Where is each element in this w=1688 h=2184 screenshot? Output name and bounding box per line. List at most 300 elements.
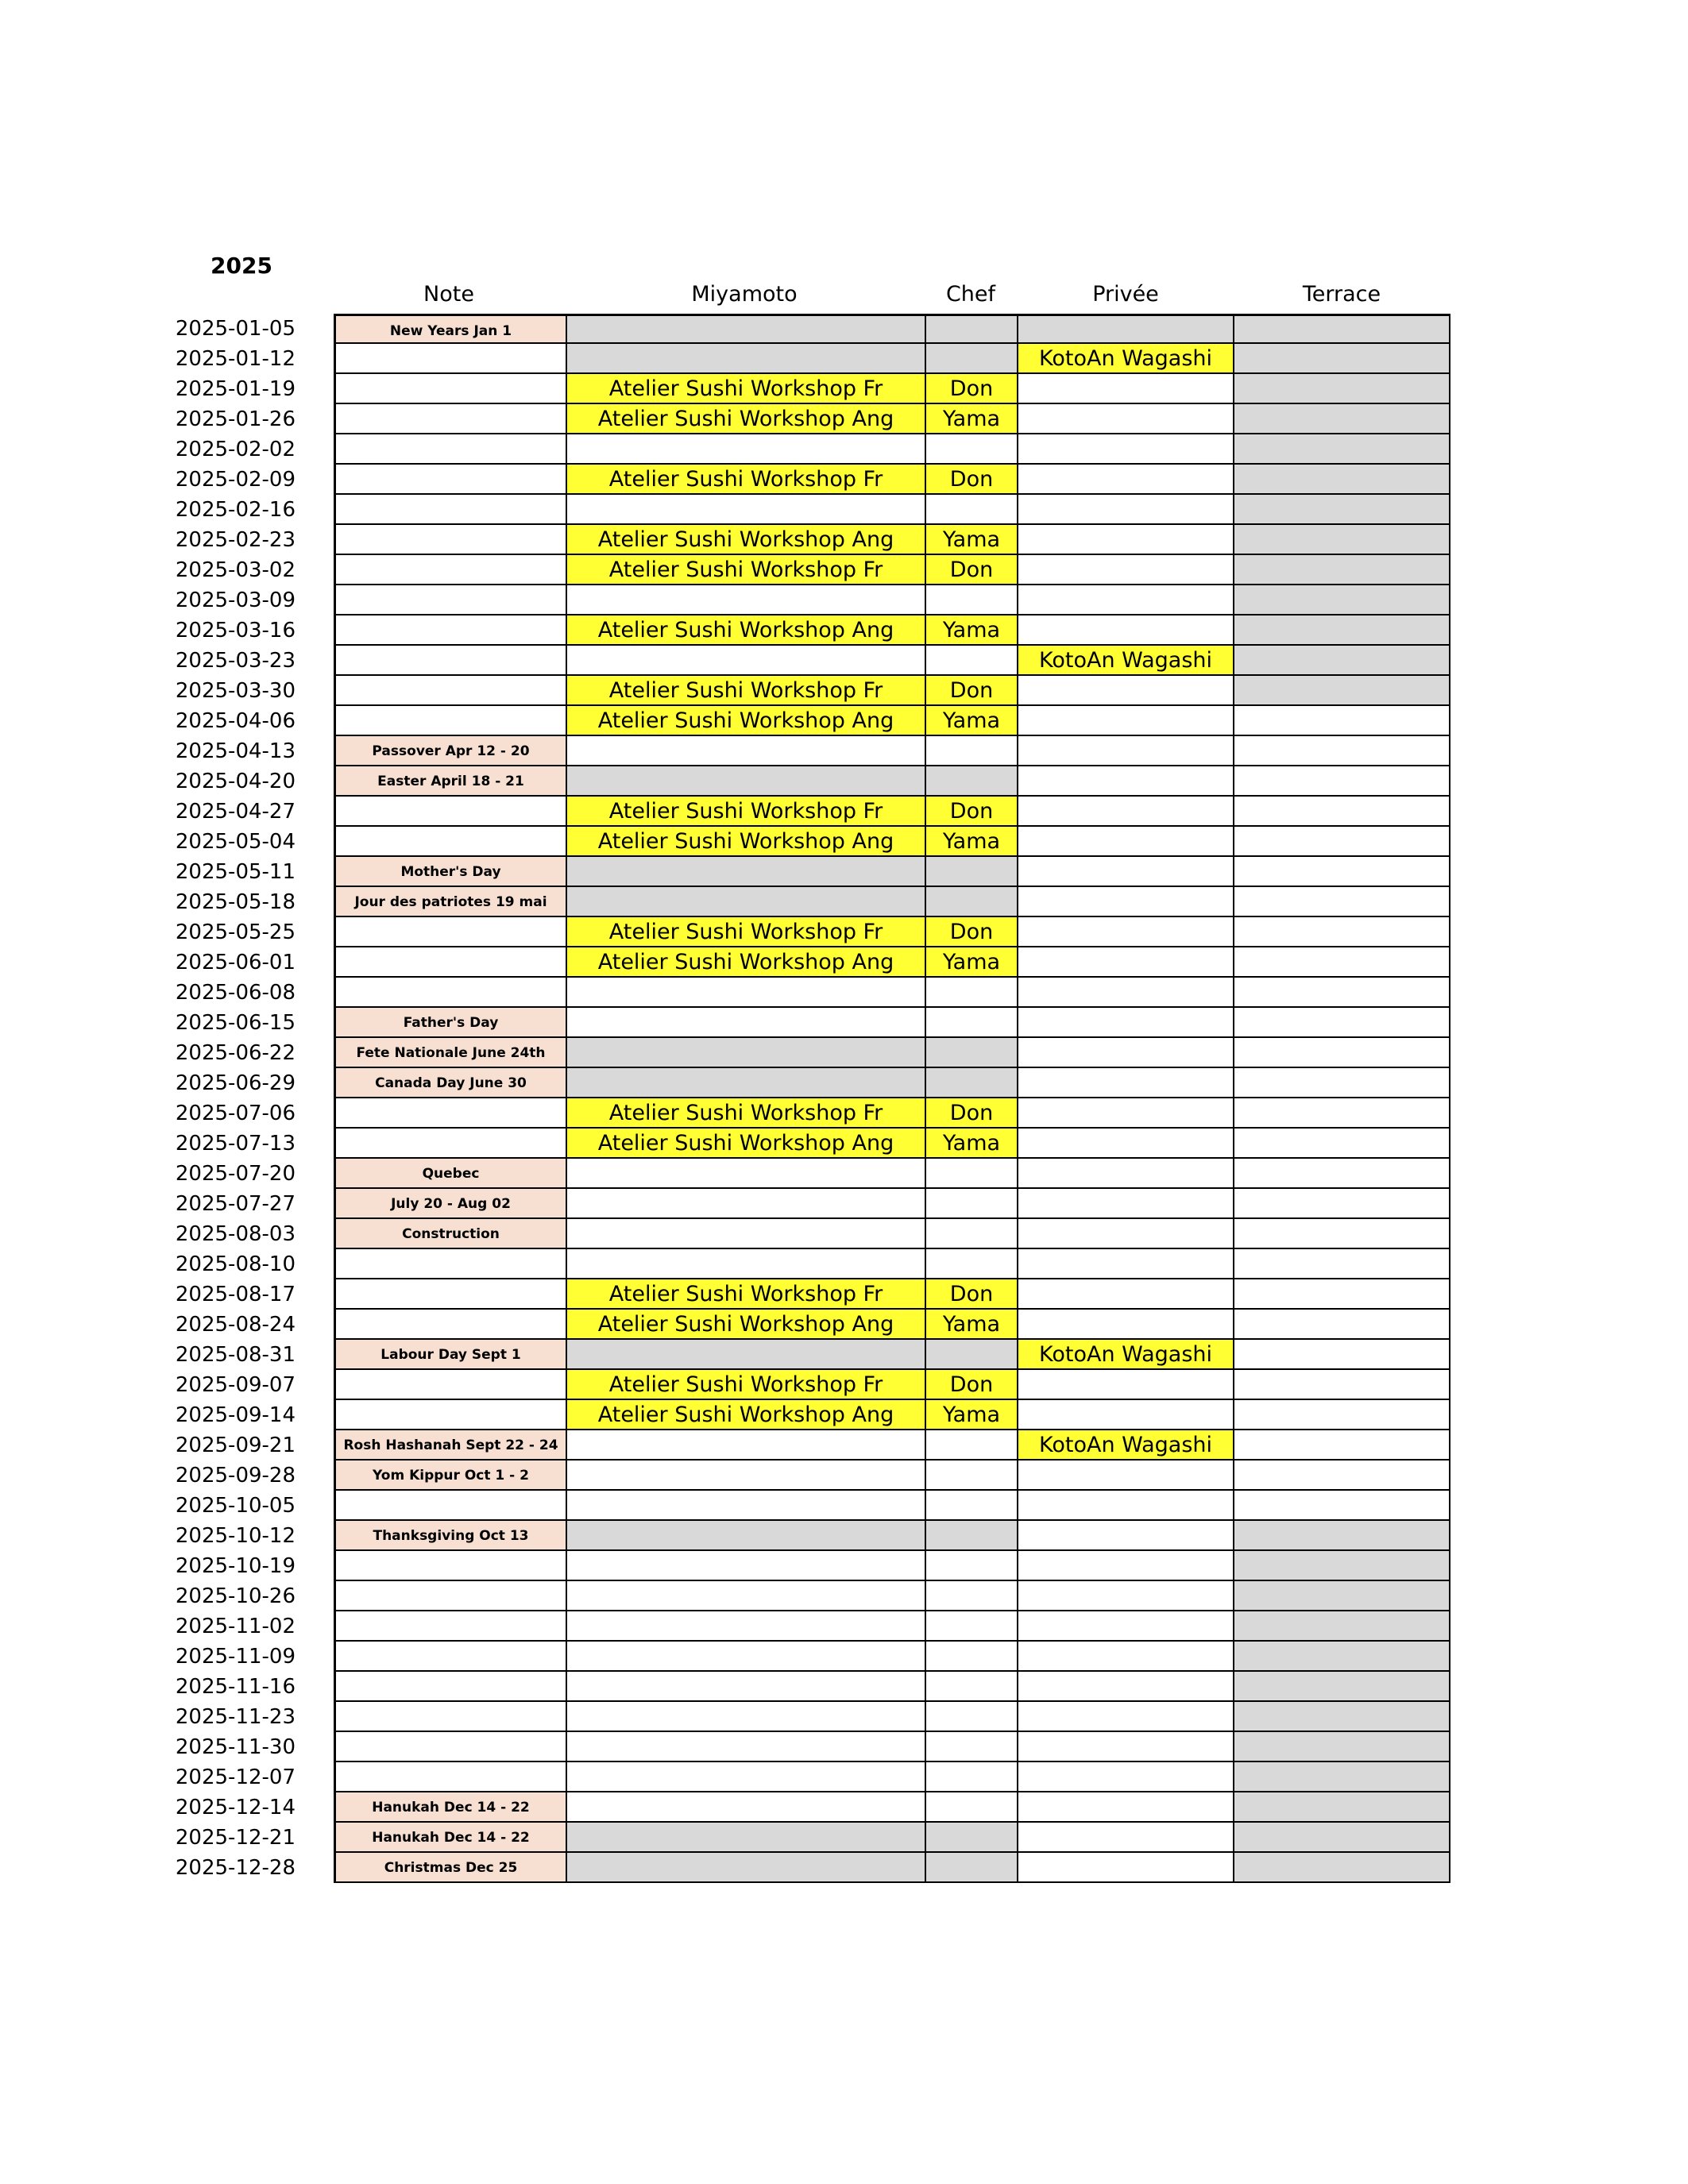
note-cell xyxy=(334,1098,567,1129)
privee-cell xyxy=(1018,1189,1234,1219)
miyamoto-cell: Atelier Sushi Workshop Fr xyxy=(567,1370,926,1400)
terrace-cell xyxy=(1234,917,1450,947)
table-row xyxy=(0,1219,1688,1249)
privee-cell xyxy=(1018,314,1234,344)
note-cell xyxy=(334,615,567,646)
privee-cell xyxy=(1018,978,1234,1008)
table-row xyxy=(0,1732,1688,1762)
chef-cell xyxy=(926,887,1018,917)
row-date: 2025-05-25 xyxy=(175,920,295,944)
note-cell xyxy=(334,646,567,676)
privee-cell xyxy=(1018,827,1234,857)
miyamoto-cell xyxy=(567,1219,926,1249)
table-row xyxy=(0,857,1688,887)
note-cell xyxy=(334,1370,567,1400)
row-date: 2025-07-27 xyxy=(175,1192,295,1216)
miyamoto-cell xyxy=(567,1068,926,1098)
table-row xyxy=(0,1853,1688,1883)
table-row xyxy=(0,1370,1688,1400)
table-row xyxy=(0,1551,1688,1581)
row-date: 2025-10-05 xyxy=(175,1494,295,1518)
table-row xyxy=(0,1581,1688,1611)
table-row xyxy=(0,465,1688,495)
chef-cell: Don xyxy=(926,797,1018,827)
terrace-cell xyxy=(1234,1189,1450,1219)
privee-cell xyxy=(1018,1642,1234,1672)
chef-cell xyxy=(926,434,1018,465)
privee-cell xyxy=(1018,1792,1234,1823)
note-cell: Quebec xyxy=(334,1159,567,1189)
chef-cell: Yama xyxy=(926,404,1018,434)
chef-cell: Yama xyxy=(926,615,1018,646)
chef-cell xyxy=(926,495,1018,525)
privee-cell: KotoAn Wagashi xyxy=(1018,646,1234,676)
column-header-privee: Privée xyxy=(1092,282,1159,307)
terrace-cell xyxy=(1234,978,1450,1008)
table-row xyxy=(0,646,1688,676)
miyamoto-cell xyxy=(567,1732,926,1762)
miyamoto-cell xyxy=(567,1792,926,1823)
column-header-miyamoto: Miyamoto xyxy=(691,282,798,307)
privee-cell xyxy=(1018,1611,1234,1642)
miyamoto-cell xyxy=(567,1581,926,1611)
terrace-cell xyxy=(1234,1129,1450,1159)
privee-cell xyxy=(1018,676,1234,706)
row-date: 2025-08-10 xyxy=(175,1252,295,1276)
miyamoto-cell: Atelier Sushi Workshop Ang xyxy=(567,1310,926,1340)
chef-cell xyxy=(926,978,1018,1008)
terrace-cell xyxy=(1234,374,1450,404)
note-cell xyxy=(334,1611,567,1642)
chef-cell: Yama xyxy=(926,706,1018,736)
note-cell xyxy=(334,1672,567,1702)
privee-cell xyxy=(1018,766,1234,797)
privee-cell xyxy=(1018,1310,1234,1340)
miyamoto-cell xyxy=(567,1823,926,1853)
privee-cell xyxy=(1018,736,1234,766)
chef-cell: Don xyxy=(926,465,1018,495)
row-date: 2025-11-16 xyxy=(175,1675,295,1699)
terrace-cell xyxy=(1234,1219,1450,1249)
row-date: 2025-10-19 xyxy=(175,1554,295,1578)
terrace-cell xyxy=(1234,314,1450,344)
note-cell: Fete Nationale June 24th xyxy=(334,1038,567,1068)
terrace-cell xyxy=(1234,1642,1450,1672)
miyamoto-cell xyxy=(567,887,926,917)
table-row xyxy=(0,1189,1688,1219)
chef-cell xyxy=(926,1189,1018,1219)
privee-cell xyxy=(1018,374,1234,404)
row-date: 2025-02-23 xyxy=(175,528,295,552)
row-date: 2025-08-31 xyxy=(175,1343,295,1367)
row-date: 2025-06-08 xyxy=(175,981,295,1005)
terrace-cell xyxy=(1234,646,1450,676)
note-cell xyxy=(334,465,567,495)
note-cell: Labour Day Sept 1 xyxy=(334,1340,567,1370)
chef-cell: Don xyxy=(926,1279,1018,1310)
terrace-cell xyxy=(1234,1521,1450,1551)
miyamoto-cell xyxy=(567,1702,926,1732)
chef-cell: Yama xyxy=(926,525,1018,555)
terrace-cell xyxy=(1234,555,1450,585)
chef-cell xyxy=(926,1038,1018,1068)
miyamoto-cell: Atelier Sushi Workshop Fr xyxy=(567,797,926,827)
terrace-cell xyxy=(1234,1792,1450,1823)
row-date: 2025-06-15 xyxy=(175,1011,295,1035)
miyamoto-cell xyxy=(567,344,926,374)
column-header-terrace: Terrace xyxy=(1302,282,1381,307)
terrace-cell xyxy=(1234,857,1450,887)
row-date: 2025-05-11 xyxy=(175,860,295,884)
terrace-cell xyxy=(1234,797,1450,827)
note-cell: Yom Kippur Oct 1 - 2 xyxy=(334,1461,567,1491)
chef-cell xyxy=(926,1732,1018,1762)
terrace-cell xyxy=(1234,1430,1450,1461)
terrace-cell xyxy=(1234,676,1450,706)
privee-cell xyxy=(1018,1008,1234,1038)
miyamoto-cell xyxy=(567,1038,926,1068)
row-date: 2025-04-20 xyxy=(175,770,295,793)
note-cell xyxy=(334,978,567,1008)
table-row xyxy=(0,344,1688,374)
row-date: 2025-07-13 xyxy=(175,1132,295,1156)
row-date: 2025-01-05 xyxy=(175,317,295,341)
chef-cell: Don xyxy=(926,374,1018,404)
miyamoto-cell: Atelier Sushi Workshop Ang xyxy=(567,1400,926,1430)
note-cell xyxy=(334,374,567,404)
terrace-cell xyxy=(1234,1762,1450,1792)
column-header-note: Note xyxy=(423,282,474,307)
year-title: 2025 xyxy=(211,253,272,279)
table-row xyxy=(0,495,1688,525)
miyamoto-cell xyxy=(567,978,926,1008)
note-cell xyxy=(334,706,567,736)
table-row xyxy=(0,1129,1688,1159)
chef-cell xyxy=(926,736,1018,766)
row-date: 2025-07-20 xyxy=(175,1162,295,1186)
chef-cell xyxy=(926,1642,1018,1672)
table-row xyxy=(0,947,1688,978)
row-date: 2025-11-23 xyxy=(175,1705,295,1729)
chef-cell xyxy=(926,1611,1018,1642)
chef-cell xyxy=(926,1672,1018,1702)
chef-cell xyxy=(926,1521,1018,1551)
terrace-cell xyxy=(1234,736,1450,766)
note-cell xyxy=(334,525,567,555)
table-row xyxy=(0,374,1688,404)
note-cell xyxy=(334,1702,567,1732)
miyamoto-cell: Atelier Sushi Workshop Ang xyxy=(567,947,926,978)
row-date: 2025-02-16 xyxy=(175,498,295,522)
row-date: 2025-08-03 xyxy=(175,1222,295,1246)
note-cell xyxy=(334,434,567,465)
table-row xyxy=(0,404,1688,434)
table-row xyxy=(0,585,1688,615)
table-row xyxy=(0,314,1688,344)
note-cell: Father's Day xyxy=(334,1008,567,1038)
chef-cell xyxy=(926,1702,1018,1732)
privee-cell xyxy=(1018,1038,1234,1068)
terrace-cell xyxy=(1234,1279,1450,1310)
table-row xyxy=(0,1642,1688,1672)
table-row xyxy=(0,1823,1688,1853)
chef-cell xyxy=(926,1340,1018,1370)
table-row xyxy=(0,1008,1688,1038)
table-row xyxy=(0,1430,1688,1461)
chef-cell xyxy=(926,646,1018,676)
row-date: 2025-02-02 xyxy=(175,438,295,461)
table-row xyxy=(0,676,1688,706)
privee-cell: KotoAn Wagashi xyxy=(1018,344,1234,374)
note-cell xyxy=(334,1642,567,1672)
row-date: 2025-11-30 xyxy=(175,1735,295,1759)
table-row xyxy=(0,1279,1688,1310)
privee-cell xyxy=(1018,1129,1234,1159)
privee-cell xyxy=(1018,465,1234,495)
terrace-cell xyxy=(1234,585,1450,615)
note-cell xyxy=(334,917,567,947)
chef-cell xyxy=(926,1823,1018,1853)
note-cell: Jour des patriotes 19 mai xyxy=(334,887,567,917)
table-row xyxy=(0,525,1688,555)
privee-cell xyxy=(1018,1491,1234,1521)
miyamoto-cell xyxy=(567,1762,926,1792)
terrace-cell xyxy=(1234,495,1450,525)
row-date: 2025-04-13 xyxy=(175,739,295,763)
note-cell xyxy=(334,947,567,978)
miyamoto-cell xyxy=(567,434,926,465)
terrace-cell xyxy=(1234,1823,1450,1853)
row-date: 2025-06-29 xyxy=(175,1071,295,1095)
table-row xyxy=(0,1310,1688,1340)
table-row xyxy=(0,736,1688,766)
privee-cell xyxy=(1018,1732,1234,1762)
miyamoto-cell xyxy=(567,495,926,525)
chef-cell xyxy=(926,857,1018,887)
row-date: 2025-12-07 xyxy=(175,1765,295,1789)
chef-cell: Don xyxy=(926,917,1018,947)
privee-cell: KotoAn Wagashi xyxy=(1018,1430,1234,1461)
miyamoto-cell xyxy=(567,766,926,797)
miyamoto-cell xyxy=(567,1611,926,1642)
chef-cell xyxy=(926,1461,1018,1491)
row-date: 2025-08-24 xyxy=(175,1313,295,1337)
miyamoto-cell xyxy=(567,1340,926,1370)
table-row xyxy=(0,917,1688,947)
note-cell xyxy=(334,1129,567,1159)
table-row xyxy=(0,827,1688,857)
chef-cell xyxy=(926,1430,1018,1461)
chef-cell: Don xyxy=(926,676,1018,706)
privee-cell xyxy=(1018,1249,1234,1279)
privee-cell xyxy=(1018,555,1234,585)
miyamoto-cell: Atelier Sushi Workshop Fr xyxy=(567,374,926,404)
terrace-cell xyxy=(1234,525,1450,555)
miyamoto-cell: Atelier Sushi Workshop Ang xyxy=(567,827,926,857)
note-cell: Mother's Day xyxy=(334,857,567,887)
note-cell: Thanksgiving Oct 13 xyxy=(334,1521,567,1551)
privee-cell xyxy=(1018,1823,1234,1853)
row-date: 2025-06-22 xyxy=(175,1041,295,1065)
miyamoto-cell xyxy=(567,1491,926,1521)
terrace-cell xyxy=(1234,434,1450,465)
note-cell: Canada Day June 30 xyxy=(334,1068,567,1098)
chef-cell xyxy=(926,1551,1018,1581)
chef-cell: Don xyxy=(926,1370,1018,1400)
terrace-cell xyxy=(1234,1461,1450,1491)
row-date: 2025-02-09 xyxy=(175,468,295,492)
table-row xyxy=(0,555,1688,585)
terrace-cell xyxy=(1234,947,1450,978)
privee-cell xyxy=(1018,404,1234,434)
note-cell: New Years Jan 1 xyxy=(334,314,567,344)
row-date: 2025-03-09 xyxy=(175,588,295,612)
note-cell: Passover Apr 12 - 20 xyxy=(334,736,567,766)
row-date: 2025-04-27 xyxy=(175,800,295,824)
note-cell xyxy=(334,827,567,857)
note-cell xyxy=(334,585,567,615)
note-cell xyxy=(334,1310,567,1340)
terrace-cell xyxy=(1234,1672,1450,1702)
privee-cell xyxy=(1018,495,1234,525)
table-row xyxy=(0,1672,1688,1702)
terrace-cell xyxy=(1234,1853,1450,1883)
row-date: 2025-03-23 xyxy=(175,649,295,673)
miyamoto-cell xyxy=(567,585,926,615)
note-cell xyxy=(334,1279,567,1310)
note-cell: Easter April 18 - 21 xyxy=(334,766,567,797)
note-cell xyxy=(334,1249,567,1279)
chef-cell xyxy=(926,1159,1018,1189)
privee-cell xyxy=(1018,887,1234,917)
row-date: 2025-01-12 xyxy=(175,347,295,371)
note-cell xyxy=(334,1400,567,1430)
terrace-cell xyxy=(1234,1068,1450,1098)
miyamoto-cell xyxy=(567,736,926,766)
chef-cell xyxy=(926,1491,1018,1521)
terrace-cell xyxy=(1234,1340,1450,1370)
privee-cell: KotoAn Wagashi xyxy=(1018,1340,1234,1370)
table-row xyxy=(0,1249,1688,1279)
table-row xyxy=(0,1611,1688,1642)
privee-cell xyxy=(1018,1461,1234,1491)
table-row xyxy=(0,1159,1688,1189)
privee-cell xyxy=(1018,1551,1234,1581)
column-header-chef: Chef xyxy=(945,282,996,307)
note-cell: Hanukah Dec 14 - 22 xyxy=(334,1823,567,1853)
terrace-cell xyxy=(1234,706,1450,736)
terrace-cell xyxy=(1234,1008,1450,1038)
terrace-cell xyxy=(1234,1249,1450,1279)
row-date: 2025-12-21 xyxy=(175,1826,295,1850)
terrace-cell xyxy=(1234,1581,1450,1611)
table-row xyxy=(0,1400,1688,1430)
miyamoto-cell: Atelier Sushi Workshop Fr xyxy=(567,555,926,585)
table-row xyxy=(0,1702,1688,1732)
privee-cell xyxy=(1018,585,1234,615)
note-cell xyxy=(334,404,567,434)
miyamoto-cell: Atelier Sushi Workshop Fr xyxy=(567,676,926,706)
terrace-cell xyxy=(1234,827,1450,857)
miyamoto-cell: Atelier Sushi Workshop Fr xyxy=(567,917,926,947)
chef-cell xyxy=(926,1068,1018,1098)
table-row xyxy=(0,766,1688,797)
miyamoto-cell xyxy=(567,1430,926,1461)
terrace-cell xyxy=(1234,1370,1450,1400)
chef-cell xyxy=(926,314,1018,344)
row-date: 2025-09-21 xyxy=(175,1433,295,1457)
privee-cell xyxy=(1018,525,1234,555)
terrace-cell xyxy=(1234,1732,1450,1762)
note-cell xyxy=(334,676,567,706)
terrace-cell xyxy=(1234,887,1450,917)
terrace-cell xyxy=(1234,465,1450,495)
miyamoto-cell: Atelier Sushi Workshop Ang xyxy=(567,615,926,646)
terrace-cell xyxy=(1234,1611,1450,1642)
table-row xyxy=(0,887,1688,917)
note-cell xyxy=(334,555,567,585)
privee-cell xyxy=(1018,434,1234,465)
chef-cell xyxy=(926,585,1018,615)
row-date: 2025-11-02 xyxy=(175,1615,295,1638)
note-cell: Christmas Dec 25 xyxy=(334,1853,567,1883)
miyamoto-cell xyxy=(567,1249,926,1279)
privee-cell xyxy=(1018,1521,1234,1551)
chef-cell: Yama xyxy=(926,1310,1018,1340)
miyamoto-cell xyxy=(567,1521,926,1551)
row-date: 2025-12-28 xyxy=(175,1856,295,1880)
miyamoto-cell xyxy=(567,857,926,887)
table-row xyxy=(0,1068,1688,1098)
miyamoto-cell xyxy=(567,314,926,344)
miyamoto-cell xyxy=(567,1461,926,1491)
table-row xyxy=(0,1521,1688,1551)
chef-cell xyxy=(926,344,1018,374)
note-cell: Hanukah Dec 14 - 22 xyxy=(334,1792,567,1823)
table-row xyxy=(0,1461,1688,1491)
terrace-cell xyxy=(1234,1038,1450,1068)
row-date: 2025-01-19 xyxy=(175,377,295,401)
row-date: 2025-01-26 xyxy=(175,407,295,431)
privee-cell xyxy=(1018,706,1234,736)
privee-cell xyxy=(1018,1853,1234,1883)
row-date: 2025-07-06 xyxy=(175,1102,295,1125)
miyamoto-cell: Atelier Sushi Workshop Ang xyxy=(567,1129,926,1159)
miyamoto-cell xyxy=(567,1853,926,1883)
row-date: 2025-08-17 xyxy=(175,1283,295,1306)
table-row xyxy=(0,706,1688,736)
miyamoto-cell xyxy=(567,1189,926,1219)
chef-cell xyxy=(926,1219,1018,1249)
row-date: 2025-05-04 xyxy=(175,830,295,854)
row-date: 2025-10-12 xyxy=(175,1524,295,1548)
privee-cell xyxy=(1018,1159,1234,1189)
table-row xyxy=(0,434,1688,465)
table-row xyxy=(0,1491,1688,1521)
chef-cell xyxy=(926,1792,1018,1823)
row-date: 2025-03-02 xyxy=(175,558,295,582)
note-cell: Construction xyxy=(334,1219,567,1249)
privee-cell xyxy=(1018,1219,1234,1249)
note-cell: Rosh Hashanah Sept 22 - 24 xyxy=(334,1430,567,1461)
privee-cell xyxy=(1018,1762,1234,1792)
note-cell xyxy=(334,1581,567,1611)
privee-cell xyxy=(1018,1370,1234,1400)
privee-cell xyxy=(1018,1400,1234,1430)
miyamoto-cell xyxy=(567,1551,926,1581)
note-cell xyxy=(334,797,567,827)
table-row xyxy=(0,1038,1688,1068)
